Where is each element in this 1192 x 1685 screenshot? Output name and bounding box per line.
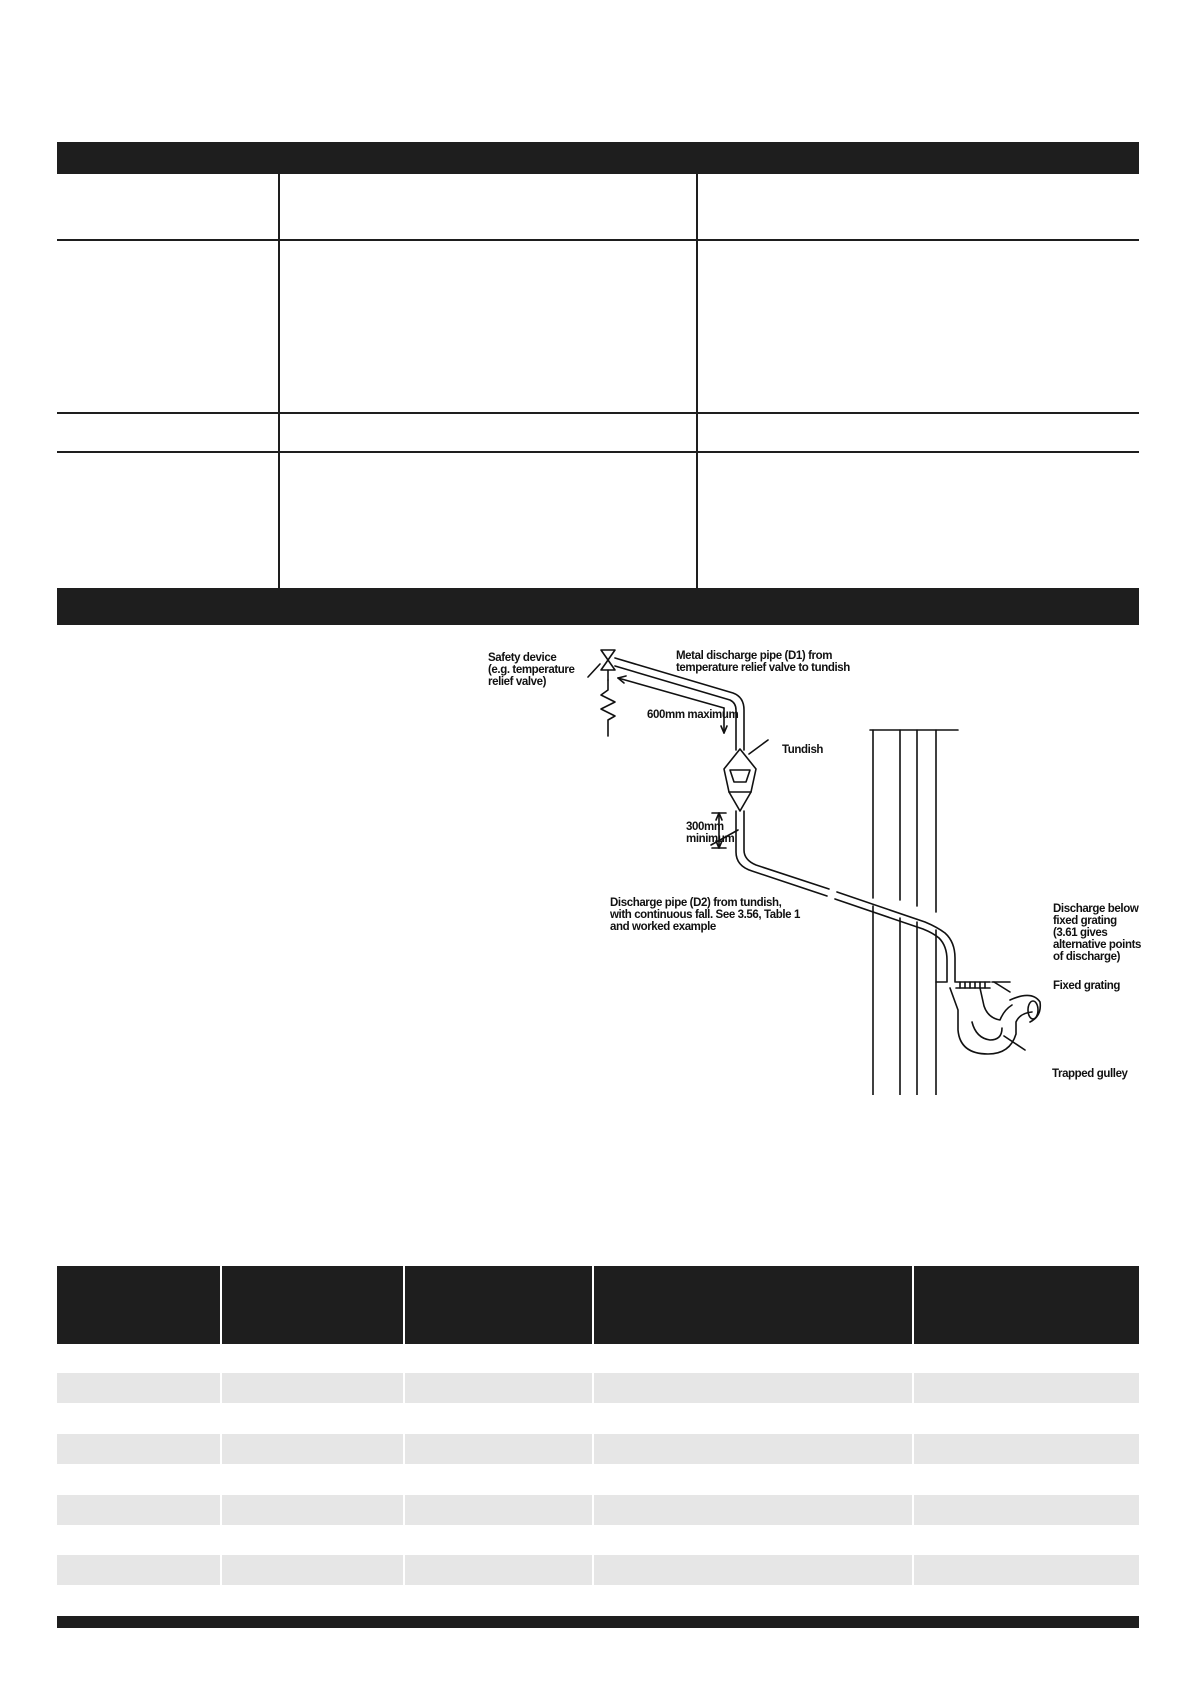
- label-trapped-gulley: Trapped gulley: [1052, 1068, 1128, 1080]
- bottom-table: [57, 1266, 1139, 1628]
- label-discharge-below-grating: Discharge below fixed grating (3.61 gives alternative points of discharge): [1053, 903, 1142, 963]
- row-divider: [57, 451, 1139, 453]
- table-footer-bar: [57, 588, 1139, 625]
- label-tundish: Tundish: [782, 744, 824, 756]
- label-300mm-minimum: 300mm minimum: [686, 821, 735, 845]
- table-header-cell: [914, 1266, 1139, 1344]
- table-cell: [698, 174, 1139, 239]
- table-footer-bar: [57, 1616, 1139, 1628]
- label-600mm-maximum: 600mm maximum: [647, 709, 739, 721]
- trapped-gulley-icon: [950, 988, 1040, 1054]
- label-fixed-grating: Fixed grating: [1053, 980, 1121, 992]
- label-discharge-pipe-d2: Discharge pipe (D2) from tundish, with continuous fall. See 3.56, Table 1 and worked example: [610, 897, 800, 933]
- safety-valve-icon: [601, 650, 615, 736]
- table-cell: [57, 174, 278, 239]
- table-header-cell: [57, 1266, 220, 1344]
- diagram-drawing: [480, 630, 1140, 1095]
- building-wall: [870, 730, 958, 1095]
- table-cell: [280, 174, 696, 239]
- table-header-cell: [594, 1266, 912, 1344]
- discharge-pipe-diagram: [480, 630, 1140, 1095]
- label-safety-device: Safety device (e.g. temperature relief valve): [488, 652, 575, 688]
- top-table: [57, 142, 1139, 625]
- table-header-cell: [405, 1266, 592, 1344]
- table-header-bar: [57, 142, 1139, 174]
- dimension-600mm: [618, 676, 727, 733]
- label-metal-discharge-pipe: Metal discharge pipe (D1) from temperature relief valve to tundish: [676, 650, 850, 674]
- row-divider: [57, 412, 1139, 414]
- table-header-cell: [222, 1266, 403, 1344]
- tundish-icon: [724, 749, 756, 811]
- row-divider: [57, 239, 1139, 241]
